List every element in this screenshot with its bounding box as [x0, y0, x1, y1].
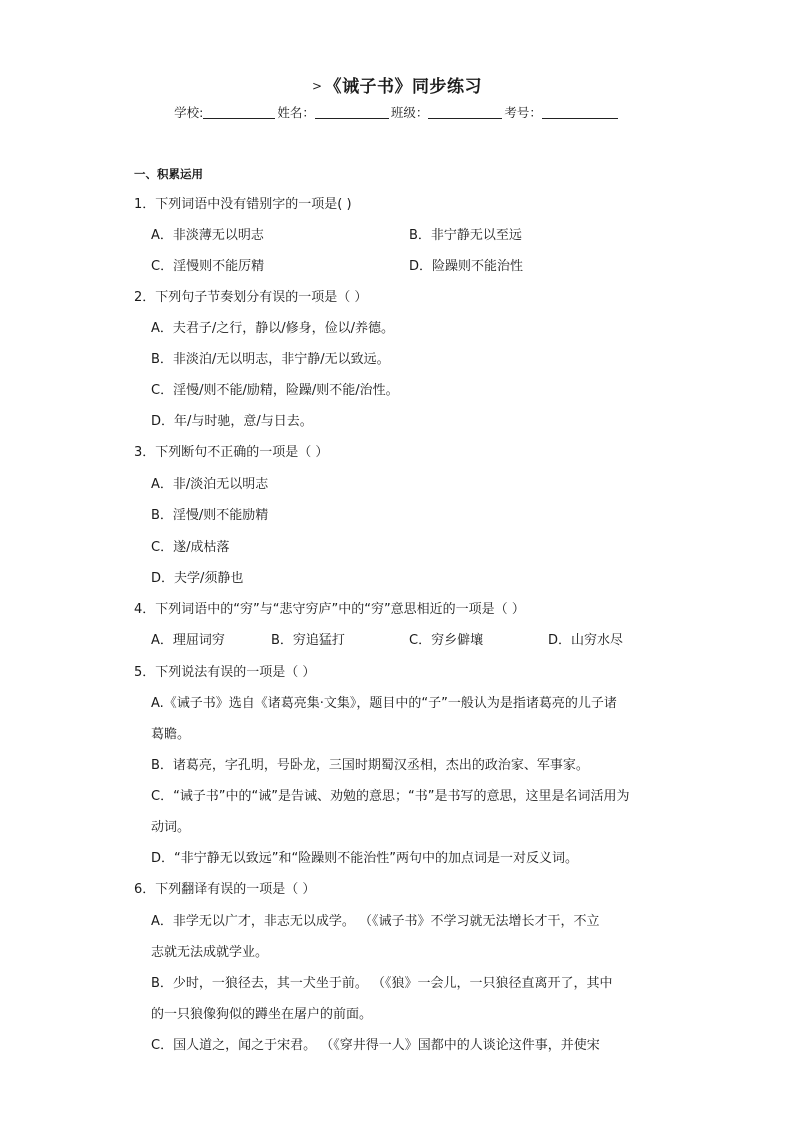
exam-number-label: 考号： [504, 105, 542, 120]
question-6-option-b-cont: 的一只狼像狗似的蹲坐在屠户的前面。 [151, 1007, 373, 1022]
question-6-option-a-cont: 志就无法成就学业。 [151, 945, 269, 960]
title-mark: > [311, 79, 323, 93]
question-1-option-a: A．非淡薄无以明志 [151, 228, 264, 243]
question-5-option-d: D．“非宁静无以致远”和“险躁则不能治性”两句中的加点词是一对反义词。 [151, 851, 578, 866]
page-title [0, 72, 794, 97]
question-6-option-b: B．少时，一狼径去，其一犬坐于前。 （《狼》一会儿，一只狼径直离开了，其中 [151, 976, 613, 991]
question-6-option-a: A．非学无以广才，非志无以成学。 （《诫子书》不学习就无法增长才干，不立 [151, 914, 600, 929]
question-3-option-a: A．非/淡泊无以明志 [151, 477, 269, 492]
question-4-option-b: B．穷追猛打 [271, 633, 345, 648]
question-4-option-a: A．理屈词穷 [151, 633, 225, 648]
question-5-option-b: B．诸葛亮，字孔明，号卧龙，三国时期蜀汉丞相，杰出的政治家、军事家。 [151, 758, 589, 773]
question-3-option-b: B．淫慢/则不能励精 [151, 508, 269, 523]
question-1-option-d: D．险躁则不能治性 [409, 259, 524, 274]
school-label: 学校: [174, 105, 204, 120]
question-3-option-c: C．遂/成枯落 [151, 540, 230, 555]
question-1-stem: 1．下列词语中没有错别字的一项是( ) [134, 197, 352, 212]
question-5-option-c-cont: 动词。 [151, 820, 191, 835]
question-5-option-a-cont: 葛瞻。 [151, 727, 191, 742]
question-5-option-c: C．“诫子书”中的“诫”是告诫、劝勉的意思；“书”是书写的意思，这里是名词活用为 [151, 789, 630, 804]
question-6-stem: 6．下列翻译有误的一项是（ ） [134, 882, 316, 897]
question-4-stem: 4．下列词语中的“穷”与“悲守穷庐”中的“穷”意思相近的一项是（ ） [134, 602, 525, 617]
name-label: 姓名： [277, 105, 315, 120]
class-field[interactable] [428, 105, 502, 119]
school-field[interactable] [203, 105, 275, 119]
question-5-option-a: A.《诫子书》选自《诸葛亮集·文集》，题目中的“子”一般认为是指诸葛亮的儿子诸 [151, 696, 617, 711]
section-title: 一、积累运用 [134, 167, 203, 181]
exam-number-field[interactable] [542, 105, 618, 119]
question-2-option-c: C．淫慢/则不能/励精，险躁/则不能/治性。 [151, 383, 399, 398]
question-2-option-d: D．年/与时驰，意/与日去。 [151, 414, 313, 429]
question-3-option-d: D．夫学/须静也 [151, 571, 244, 586]
question-6-option-c: C．国人道之，闻之于宋君。 （《穿井得一人》国都中的人谈论这件事，并使宋 [151, 1038, 600, 1053]
title-text: 《诫子书》同步练习 [324, 77, 483, 97]
question-2-stem: 2．下列句子节奏划分有误的一项是（ ） [134, 290, 368, 305]
question-4-option-c: C．穷乡僻壤 [409, 633, 484, 648]
question-5-stem: 5．下列说法有误的一项是（ ） [134, 665, 316, 680]
class-label: 班级： [390, 105, 429, 120]
student-info-row [0, 103, 794, 121]
question-2-option-a: A．夫君子/之行，静以/修身，俭以/养德。 [151, 321, 395, 336]
question-1-option-b: B．非宁静无以至远 [409, 228, 522, 243]
question-1-option-c: C．淫慢则不能厉精 [151, 259, 265, 274]
question-3-stem: 3．下列断句不正确的一项是（ ） [134, 445, 329, 460]
question-2-option-b: B．非淡泊/无以明志，非宁静/无以致远。 [151, 352, 390, 367]
question-4-option-d: D．山穷水尽 [548, 633, 624, 648]
name-field[interactable] [315, 105, 389, 119]
